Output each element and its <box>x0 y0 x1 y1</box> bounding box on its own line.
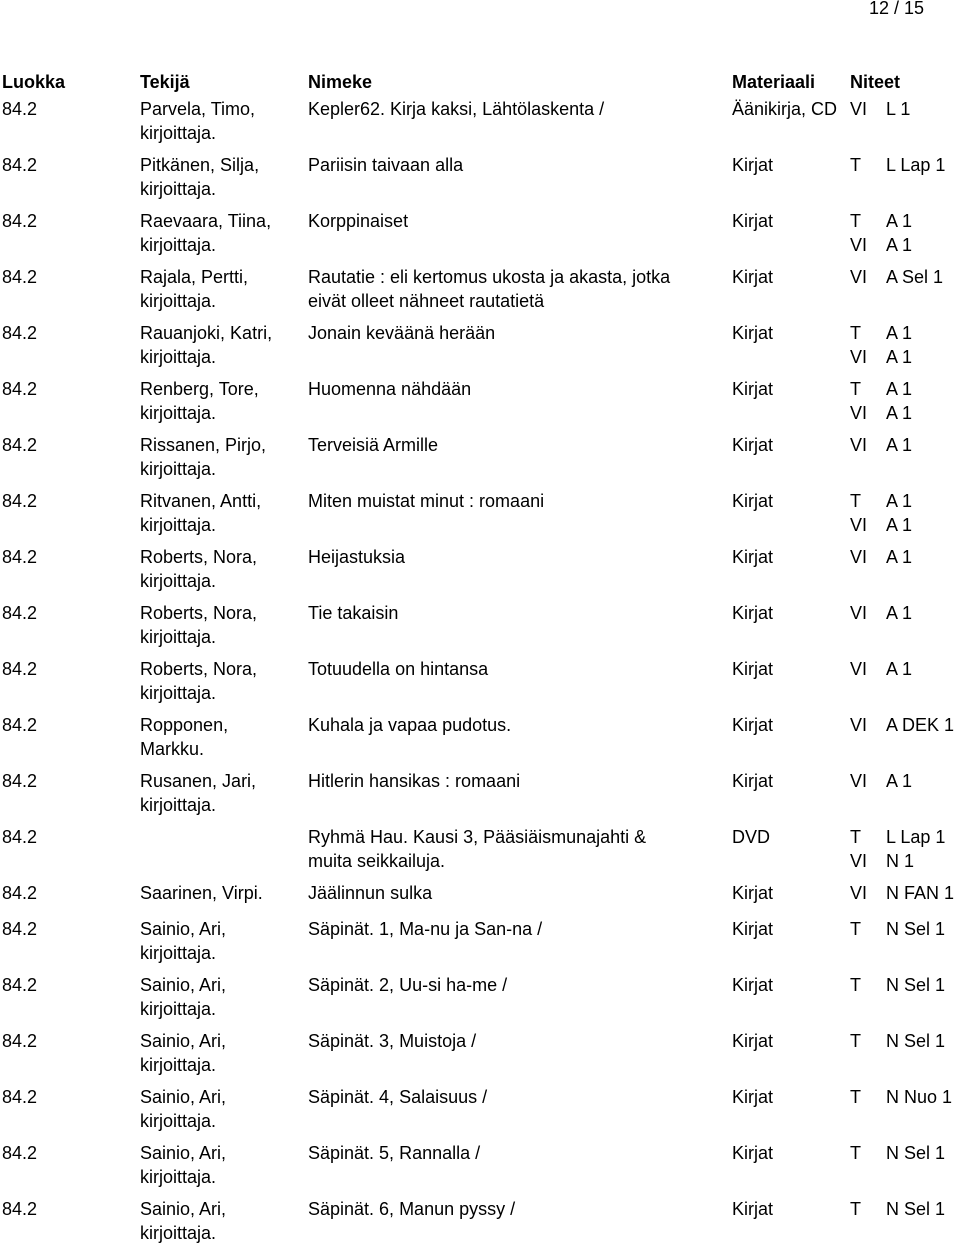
materiaali-cell: Kirjat <box>732 155 774 175</box>
tekija-cell: Roberts, Nora, <box>140 603 258 623</box>
tekija-cell: kirjoittaja. <box>140 999 217 1019</box>
luokka-cell: 84.2 <box>2 975 38 995</box>
luokka-cell: 84.2 <box>2 99 38 119</box>
niteet-count-cell: N Sel 1 <box>886 919 946 939</box>
materiaali-cell: Kirjat <box>732 771 774 791</box>
nimeke-cell: Huomenna nähdään <box>308 379 472 399</box>
tekija-cell: kirjoittaja. <box>140 403 217 423</box>
niteet-location-cell: T <box>850 1199 861 1219</box>
niteet-location-cell: T <box>850 827 861 847</box>
luokka-cell: 84.2 <box>2 155 38 175</box>
nimeke-cell: Terveisiä Armille <box>308 435 439 455</box>
materiaali-cell: Kirjat <box>732 919 774 939</box>
luokka-cell: 84.2 <box>2 1143 38 1163</box>
page-number: 12 / 15 <box>868 0 924 18</box>
tekija-cell: kirjoittaja. <box>140 795 217 815</box>
nimeke-cell: Säpinät. 3, Muistoja / <box>308 1031 477 1051</box>
niteet-count-cell: A 1 <box>886 771 913 791</box>
luokka-cell: 84.2 <box>2 323 38 343</box>
tekija-cell: kirjoittaja. <box>140 235 217 255</box>
luokka-cell: 84.2 <box>2 1031 38 1051</box>
tekija-cell: Raevaara, Tiina, <box>140 211 272 231</box>
niteet-count-cell: A 1 <box>886 491 913 511</box>
nimeke-cell: Säpinät. 1, Ma-nu ja San-na / <box>308 919 543 939</box>
niteet-location-cell: VI <box>850 235 868 255</box>
materiaali-cell: Kirjat <box>732 1031 774 1051</box>
tekija-cell: kirjoittaja. <box>140 1223 217 1243</box>
nimeke-cell: muita seikkailuja. <box>308 851 446 871</box>
tekija-cell: Sainio, Ari, <box>140 1143 227 1163</box>
nimeke-cell: Säpinät. 6, Manun pyssy / <box>308 1199 516 1219</box>
tekija-cell: Rusanen, Jari, <box>140 771 257 791</box>
nimeke-cell: Jäälinnun sulka <box>308 883 433 903</box>
niteet-location-cell: VI <box>850 347 868 367</box>
tekija-cell: kirjoittaja. <box>140 459 217 479</box>
header-nimeke: Nimeke <box>308 72 373 92</box>
niteet-count-cell: L Lap 1 <box>886 827 946 847</box>
materiaali-cell: Kirjat <box>732 975 774 995</box>
luokka-cell: 84.2 <box>2 1199 38 1219</box>
niteet-count-cell: N Sel 1 <box>886 1199 946 1219</box>
niteet-count-cell: N Sel 1 <box>886 1143 946 1163</box>
materiaali-cell: Kirjat <box>732 659 774 679</box>
nimeke-cell: Ryhmä Hau. Kausi 3, Pääsiäismunajahti & <box>308 827 647 847</box>
niteet-count-cell: A 1 <box>886 659 913 679</box>
nimeke-cell: eivät olleet nähneet rautatietä <box>308 291 545 311</box>
tekija-cell: kirjoittaja. <box>140 1111 217 1131</box>
luokka-cell: 84.2 <box>2 827 38 847</box>
nimeke-cell: Miten muistat minut : romaani <box>308 491 545 511</box>
niteet-location-cell: VI <box>850 403 868 423</box>
nimeke-cell: Totuudella on hintansa <box>308 659 489 679</box>
tekija-cell: Roberts, Nora, <box>140 547 258 567</box>
nimeke-cell: Kuhala ja vapaa pudotus. <box>308 715 512 735</box>
niteet-location-cell: T <box>850 1143 861 1163</box>
niteet-location-cell: VI <box>850 851 868 871</box>
tekija-cell: kirjoittaja. <box>140 943 217 963</box>
table-header <box>0 70 960 94</box>
niteet-count-cell: L 1 <box>886 99 911 119</box>
tekija-cell: Ropponen, <box>140 715 229 735</box>
niteet-count-cell: A Sel 1 <box>886 267 944 287</box>
tekija-cell: Saarinen, Virpi. <box>140 883 263 903</box>
nimeke-cell: Jonain keväänä herään <box>308 323 496 343</box>
tekija-cell: kirjoittaja. <box>140 291 217 311</box>
tekija-cell: Rissanen, Pirjo, <box>140 435 267 455</box>
niteet-location-cell: VI <box>850 547 868 567</box>
tekija-cell: kirjoittaja. <box>140 347 217 367</box>
niteet-count-cell: N Sel 1 <box>886 1031 946 1051</box>
nimeke-cell: Heijastuksia <box>308 547 406 567</box>
tekija-cell: Sainio, Ari, <box>140 1031 227 1051</box>
niteet-count-cell: N 1 <box>886 851 915 871</box>
luokka-cell: 84.2 <box>2 435 38 455</box>
materiaali-cell: Kirjat <box>732 603 774 623</box>
luokka-cell: 84.2 <box>2 547 38 567</box>
luokka-cell: 84.2 <box>2 883 38 903</box>
niteet-location-cell: T <box>850 1031 861 1051</box>
header-tekija: Tekijä <box>140 72 190 92</box>
materiaali-cell: Kirjat <box>732 267 774 287</box>
tekija-cell: Pitkänen, Silja, <box>140 155 260 175</box>
niteet-count-cell: A 1 <box>886 323 913 343</box>
niteet-count-cell: L Lap 1 <box>886 155 946 175</box>
luokka-cell: 84.2 <box>2 659 38 679</box>
nimeke-cell: Pariisin taivaan alla <box>308 155 464 175</box>
niteet-count-cell: A 1 <box>886 515 913 535</box>
niteet-location-cell: VI <box>850 715 868 735</box>
header-niteet: Niteet <box>850 72 901 92</box>
tekija-cell: kirjoittaja. <box>140 123 217 143</box>
materiaali-cell: Kirjat <box>732 379 774 399</box>
niteet-count-cell: A 1 <box>886 547 913 567</box>
niteet-location-cell: T <box>850 975 861 995</box>
nimeke-cell: Säpinät. 4, Salaisuus / <box>308 1087 488 1107</box>
luokka-cell: 84.2 <box>2 267 38 287</box>
tekija-cell: Sainio, Ari, <box>140 1199 227 1219</box>
tekija-cell: kirjoittaja. <box>140 179 217 199</box>
tekija-cell: Markku. <box>140 739 205 759</box>
niteet-location-cell: VI <box>850 659 868 679</box>
tekija-cell: kirjoittaja. <box>140 515 217 535</box>
materiaali-cell: Kirjat <box>732 211 774 231</box>
tekija-cell: Ritvanen, Antti, <box>140 491 262 511</box>
niteet-location-cell: VI <box>850 603 868 623</box>
niteet-location-cell: T <box>850 1087 861 1107</box>
materiaali-cell: Kirjat <box>732 715 774 735</box>
niteet-count-cell: N Sel 1 <box>886 975 946 995</box>
materiaali-cell: Äänikirja, CD <box>732 99 838 119</box>
niteet-location-cell: VI <box>850 883 868 903</box>
materiaali-cell: Kirjat <box>732 1143 774 1163</box>
niteet-count-cell: N Nuo 1 <box>886 1087 953 1107</box>
materiaali-cell: Kirjat <box>732 491 774 511</box>
luokka-cell: 84.2 <box>2 603 38 623</box>
niteet-location-cell: T <box>850 323 861 343</box>
materiaali-cell: Kirjat <box>732 1087 774 1107</box>
niteet-location-cell: VI <box>850 515 868 535</box>
tekija-cell: kirjoittaja. <box>140 627 217 647</box>
luokka-cell: 84.2 <box>2 491 38 511</box>
tekija-cell: kirjoittaja. <box>140 1055 217 1075</box>
niteet-location-cell: VI <box>850 99 868 119</box>
materiaali-cell: Kirjat <box>732 435 774 455</box>
niteet-count-cell: A 1 <box>886 235 913 255</box>
luokka-cell: 84.2 <box>2 1087 38 1107</box>
niteet-count-cell: A 1 <box>886 603 913 623</box>
tekija-cell: Rauanjoki, Katri, <box>140 323 273 343</box>
tekija-cell: Sainio, Ari, <box>140 975 227 995</box>
niteet-count-cell: N FAN 1 <box>886 883 955 903</box>
tekija-cell: Sainio, Ari, <box>140 1087 227 1107</box>
luokka-cell: 84.2 <box>2 715 38 735</box>
niteet-count-cell: A 1 <box>886 403 913 423</box>
header-luokka: Luokka <box>2 72 66 92</box>
tekija-cell: Sainio, Ari, <box>140 919 227 939</box>
niteet-location-cell: VI <box>850 771 868 791</box>
niteet-location-cell: T <box>850 491 861 511</box>
luokka-cell: 84.2 <box>2 771 38 791</box>
nimeke-cell: Kepler62. Kirja kaksi, Lähtölaskenta / <box>308 99 605 119</box>
tekija-cell: Rajala, Pertti, <box>140 267 249 287</box>
niteet-location-cell: T <box>850 379 861 399</box>
nimeke-cell: Säpinät. 5, Rannalla / <box>308 1143 481 1163</box>
tekija-cell: kirjoittaja. <box>140 571 217 591</box>
materiaali-cell: Kirjat <box>732 547 774 567</box>
nimeke-cell: Rautatie : eli kertomus ukosta ja akasta, jotka <box>308 267 671 287</box>
niteet-location-cell: VI <box>850 435 868 455</box>
tekija-cell: Roberts, Nora, <box>140 659 258 679</box>
nimeke-cell: Säpinät. 2, Uu-si ha-me / <box>308 975 508 995</box>
nimeke-cell: Korppinaiset <box>308 211 409 231</box>
niteet-count-cell: A 1 <box>886 211 913 231</box>
niteet-location-cell: T <box>850 155 861 175</box>
niteet-count-cell: A 1 <box>886 435 913 455</box>
luokka-cell: 84.2 <box>2 379 38 399</box>
tekija-cell: kirjoittaja. <box>140 683 217 703</box>
header-materiaali: Materiaali <box>732 72 816 92</box>
niteet-count-cell: A 1 <box>886 347 913 367</box>
niteet-count-cell: A DEK 1 <box>886 715 955 735</box>
niteet-location-cell: T <box>850 211 861 231</box>
tekija-cell: kirjoittaja. <box>140 1167 217 1187</box>
materiaali-cell: DVD <box>732 827 771 847</box>
materiaali-cell: Kirjat <box>732 883 774 903</box>
materiaali-cell: Kirjat <box>732 1199 774 1219</box>
niteet-count-cell: A 1 <box>886 379 913 399</box>
niteet-location-cell: T <box>850 919 861 939</box>
tekija-cell: Renberg, Tore, <box>140 379 259 399</box>
nimeke-cell: Tie takaisin <box>308 603 399 623</box>
materiaali-cell: Kirjat <box>732 323 774 343</box>
luokka-cell: 84.2 <box>2 211 38 231</box>
luokka-cell: 84.2 <box>2 919 38 939</box>
niteet-location-cell: VI <box>850 267 868 287</box>
tekija-cell: Parvela, Timo, <box>140 99 256 119</box>
nimeke-cell: Hitlerin hansikas : romaani <box>308 771 521 791</box>
